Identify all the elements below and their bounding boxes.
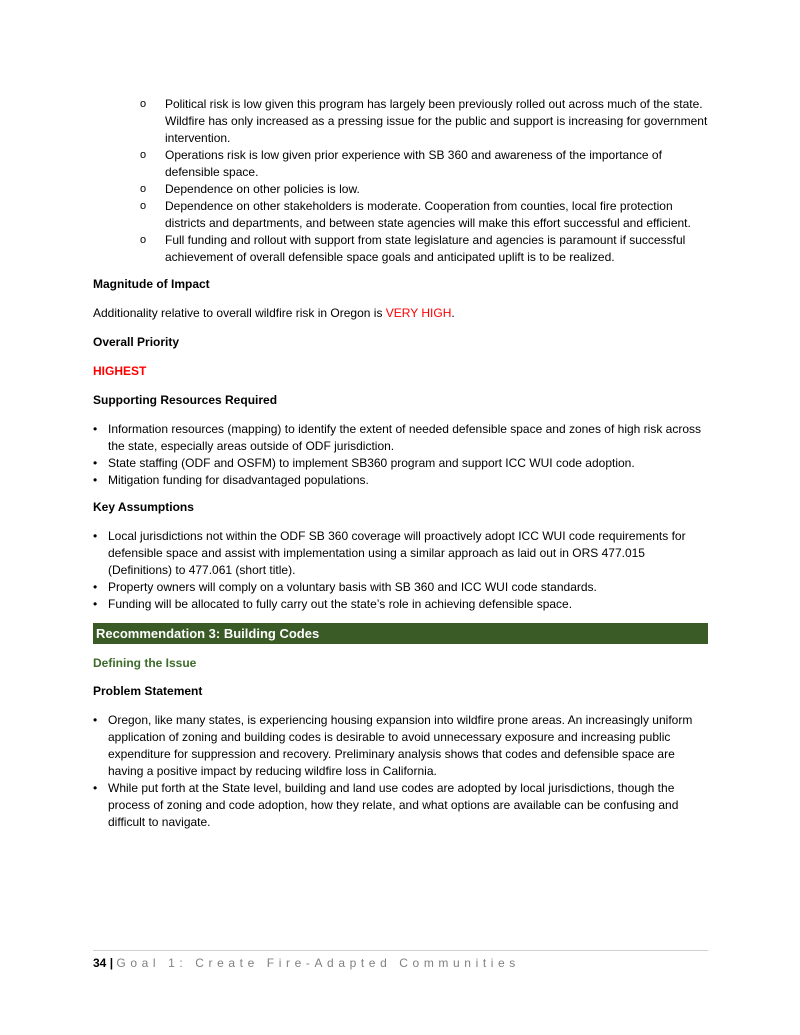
magnitude-highlight: VERY HIGH xyxy=(385,306,452,320)
assumptions-list xyxy=(93,528,708,613)
list-item: • State staffing (ODF and OSFM) to implement SB360 program and support ICC WUI code adoption. xyxy=(93,456,635,470)
problem-list xyxy=(93,712,708,831)
risk-item-funding: o Full funding and rollout with support from state legislature and agencies is paramount if successful achievement of overall defensible space goals and anticipated uplift is to be realized. xyxy=(140,233,686,264)
bullet-icon: • xyxy=(93,597,98,611)
sub-bullet-icon: o xyxy=(140,234,147,246)
footer-goal-title: Goal 1: Create Fire-Adapted Communities xyxy=(116,956,520,970)
list-item: • Mitigation funding for disadvantaged populations. xyxy=(93,473,369,487)
page-footer xyxy=(93,950,708,972)
magnitude-heading: Magnitude of Impact xyxy=(93,277,210,291)
priority-value: HIGHEST xyxy=(93,364,147,378)
recommendation-title-band: Recommendation 3: Building Codes xyxy=(93,623,708,644)
bullet-icon: • xyxy=(93,456,98,470)
bullet-icon: • xyxy=(93,422,98,436)
bullet-icon: • xyxy=(93,781,98,795)
footer-separator: | xyxy=(109,956,114,970)
list-item: • Property owners will comply on a voluntary basis with SB 360 and ICC WUI code standards. xyxy=(93,580,597,594)
sub-bullet-icon: o xyxy=(140,200,147,212)
magnitude-text: Additionality relative to overall wildfire risk in Oregon is VERY HIGH. xyxy=(93,306,455,320)
list-item: • Funding will be allocated to fully carry out the state’s role in achieving defensible space. xyxy=(93,597,573,611)
sub-bullet-icon: o xyxy=(140,149,147,161)
sub-bullet-icon: o xyxy=(140,98,147,110)
risk-item-policies: o Dependence on other policies is low. xyxy=(140,182,360,196)
resources-list xyxy=(93,421,708,489)
bullet-icon: • xyxy=(93,580,98,594)
priority-heading: Overall Priority xyxy=(93,335,180,349)
list-item: • Local jurisdictions not within the ODF SB 360 coverage will proactively adopt ICC WUI code requirements for defensible space and assist with implementation using a similar approach as laid out in ORS 477.015 (Definitions) to 477.061 (short title). xyxy=(93,529,686,577)
list-item: • Information resources (mapping) to identify the extent of needed defensible space and zones of high risk across the state, especially areas outside of ODF jurisdiction. xyxy=(93,422,702,453)
resources-heading: Supporting Resources Required xyxy=(93,393,278,407)
risk-list xyxy=(93,96,708,266)
bullet-icon: • xyxy=(93,529,98,543)
problem-heading: Problem Statement xyxy=(93,684,203,698)
list-item: • Oregon, like many states, is experiencing housing expansion into wildfire prone areas. An increasingly uniform application of zoning and building codes is desirable to avoid unnecessary exposure and increasing public expenditure for suppression and recovery. Preliminary analysis shows that codes and defensible space are having a positive impact by reducing wildfire loss in California. xyxy=(93,713,693,778)
bullet-icon: • xyxy=(93,473,98,487)
risk-item-stakeholders: o Dependence on other stakeholders is moderate. Cooperation from counties, local fire protection districts and departments, and between state agencies will make this effort successful and efficient. xyxy=(140,199,691,230)
page-number: 34 xyxy=(93,956,107,970)
assumptions-heading: Key Assumptions xyxy=(93,500,194,514)
risk-item-operations: o Operations risk is low given prior experience with SB 360 and awareness of the importance of defensible space. xyxy=(140,148,662,179)
defining-issue-heading: Defining the Issue xyxy=(93,656,197,670)
sub-bullet-icon: o xyxy=(140,183,147,195)
bullet-icon: • xyxy=(93,713,98,727)
risk-item-political: o Political risk is low given this program has largely been previously rolled out across much of the state. Wildfire has only increased as a pressing issue for the public and support is increasing for government intervention. xyxy=(140,97,708,145)
page-content xyxy=(93,96,708,831)
list-item: • While put forth at the State level, building and land use codes are adopted by local jurisdictions, though the process of zoning and code adoption, how they relate, and what options are available can be confusing and difficult to navigate. xyxy=(93,781,679,829)
